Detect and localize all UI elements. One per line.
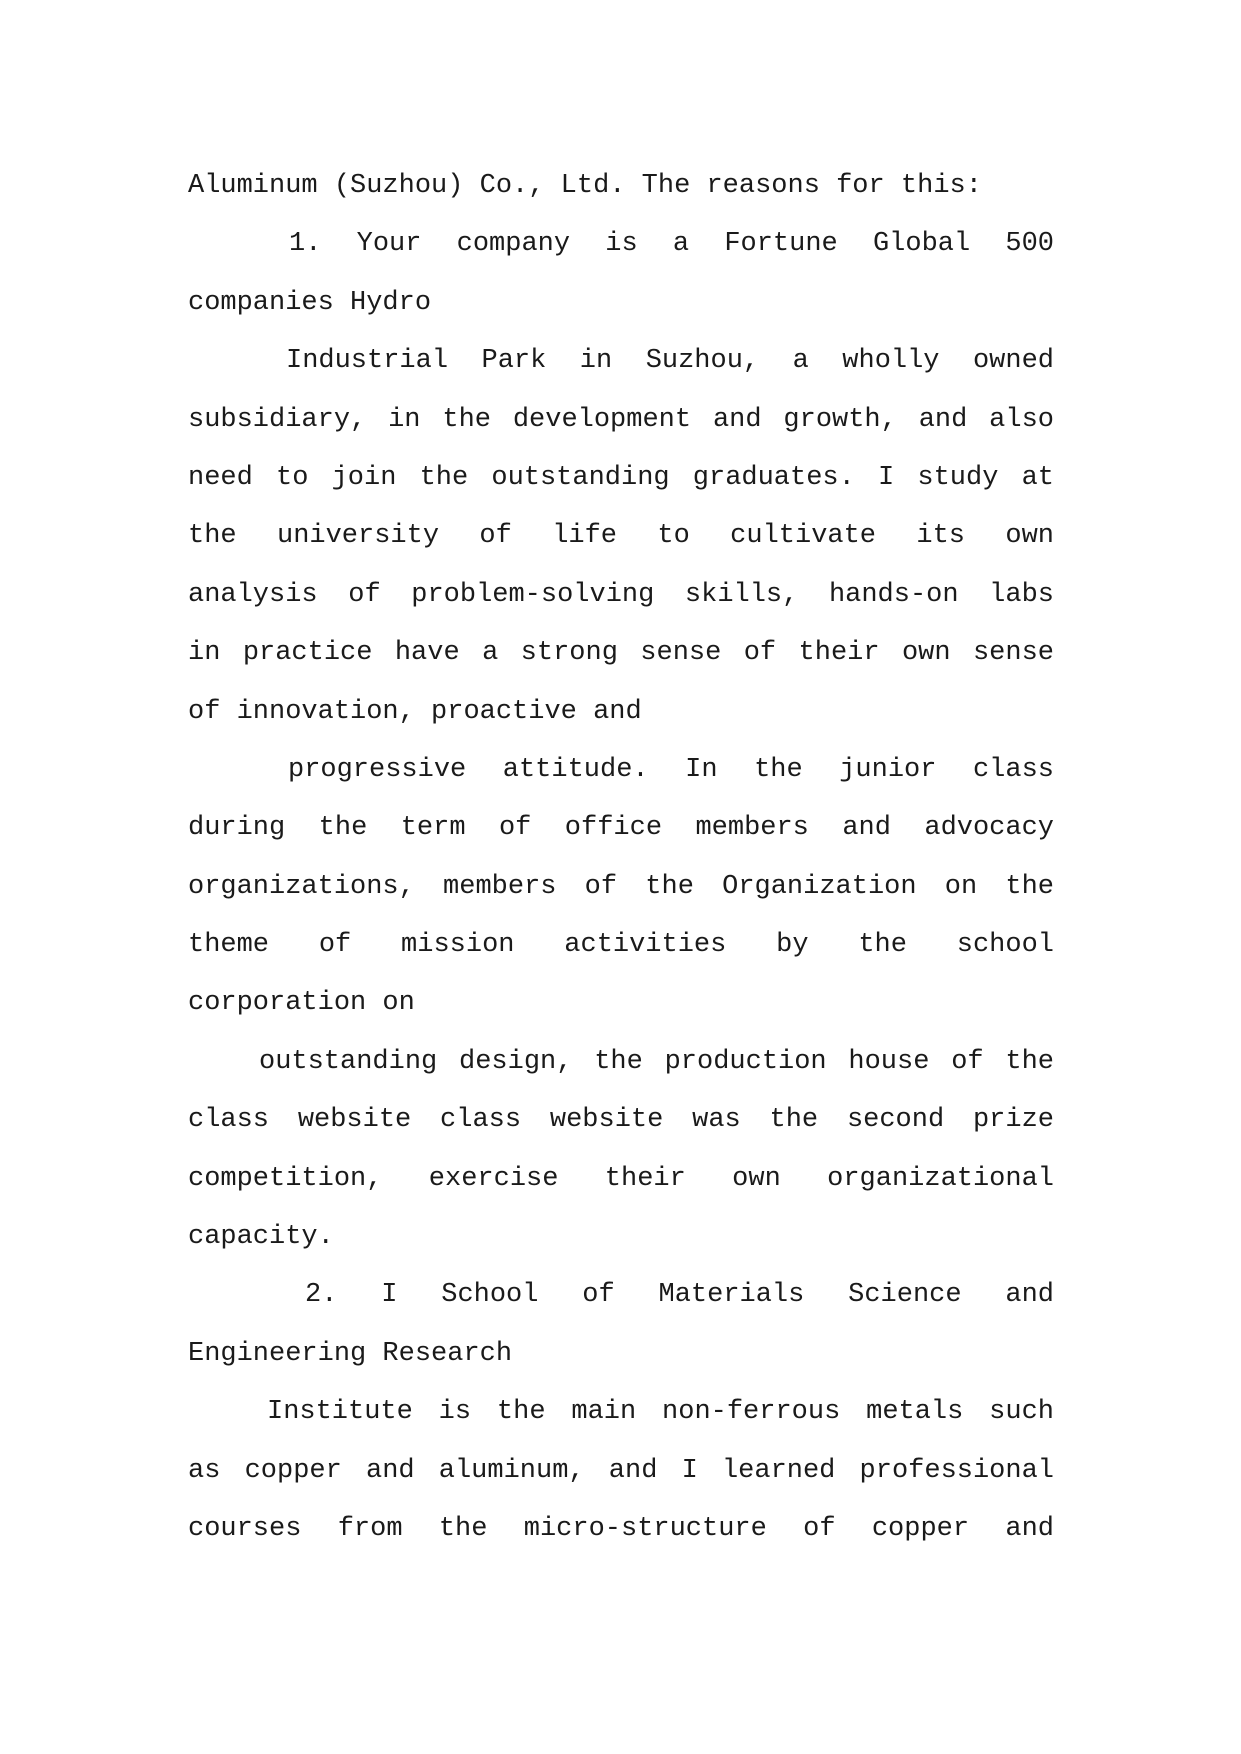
text-line: organizations, members of the Organization on the: [188, 871, 1054, 902]
document-body: [188, 157, 1054, 1558]
text-line: competition, exercise their own organizational: [188, 1163, 1054, 1194]
text-line: courses from the micro-structure of copper and: [188, 1513, 1054, 1544]
text-line: class website class website was the second prize: [188, 1105, 1054, 1136]
text-line: capacity.: [188, 1222, 334, 1253]
text-line: outstanding design, the production house of the: [259, 1046, 1054, 1077]
text-line: of innovation, proactive and: [188, 696, 642, 727]
text-line: Engineering Research: [188, 1338, 513, 1369]
text-line: the university of life to cultivate its own: [188, 521, 1054, 552]
text-line: analysis of problem-solving skills, hands-on labs: [188, 579, 1054, 610]
text-line: Institute is the main non-ferrous metals such: [267, 1397, 1054, 1428]
text-line: in practice have a strong sense of their own sense: [188, 638, 1054, 669]
text-line: during the term of office members and advocacy: [188, 813, 1054, 844]
text-line: as copper and aluminum, and I learned professional: [188, 1455, 1054, 1486]
text-line: progressive attitude. In the junior class: [288, 754, 1054, 785]
text-line: need to join the outstanding graduates. I study at: [188, 462, 1054, 493]
text-line: 1. Your company is a Fortune Global 500: [289, 229, 1054, 260]
text-line: Industrial Park in Suzhou, a wholly owned: [286, 346, 1054, 377]
text-line: corporation on: [188, 988, 415, 1019]
text-line: 2. I School of Materials Science and: [305, 1280, 1054, 1311]
text-line: subsidiary, in the development and growth, and also: [188, 404, 1054, 435]
text-line: Aluminum (Suzhou) Co., Ltd. The reasons for this:: [188, 171, 982, 201]
text-line: theme of mission activities by the school: [188, 930, 1054, 961]
text-line: companies Hydro: [188, 287, 432, 318]
